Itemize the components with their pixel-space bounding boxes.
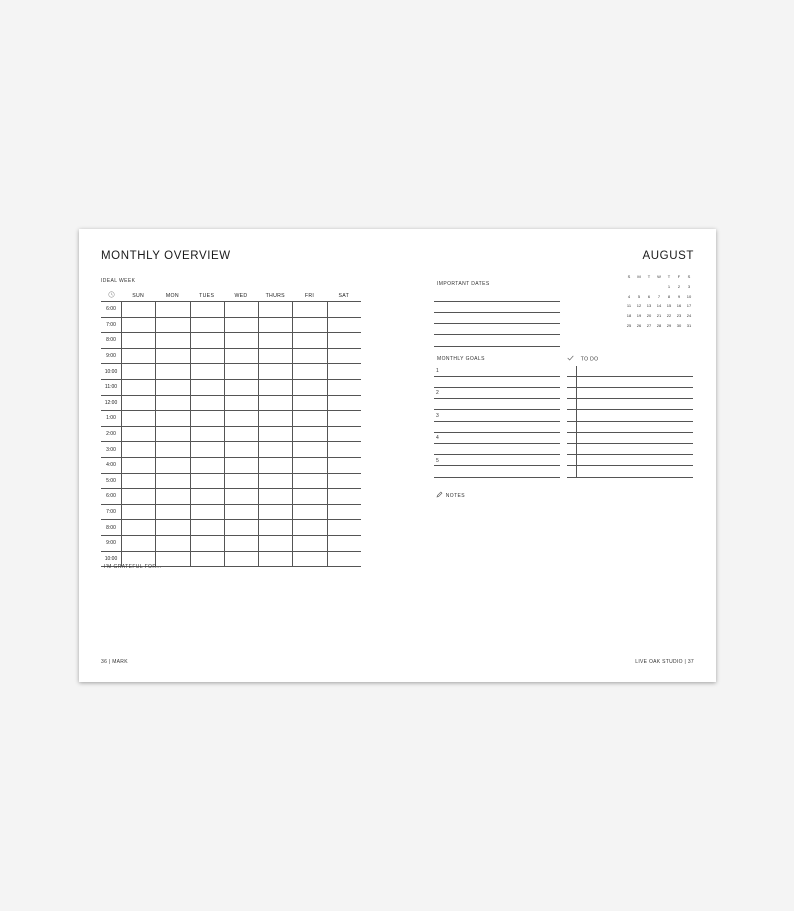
calendar-day: 28 <box>656 322 662 328</box>
todo-line <box>567 443 693 444</box>
schedule-cell[interactable] <box>292 333 326 348</box>
schedule-cell[interactable] <box>121 380 155 395</box>
notes-label: NOTES <box>445 492 466 499</box>
schedule-cell[interactable] <box>258 411 292 426</box>
important-date-line <box>434 312 560 313</box>
calendar-day: 1 <box>667 284 671 290</box>
schedule-cell[interactable] <box>224 364 258 379</box>
footer-brand: MARK <box>112 659 128 665</box>
schedule-cell[interactable] <box>155 474 189 489</box>
schedule-cell[interactable] <box>190 520 224 535</box>
time-label: 6:00 <box>106 493 116 500</box>
schedule-cell[interactable] <box>258 427 292 442</box>
time-row <box>101 333 361 349</box>
page-number: 36 <box>101 659 108 665</box>
todo-line <box>567 454 693 455</box>
schedule-cell[interactable] <box>121 364 155 379</box>
time-label: 2:00 <box>106 431 116 438</box>
calendar-day: 22 <box>666 313 672 319</box>
calendar-week-row <box>624 311 694 321</box>
time-row <box>101 411 361 427</box>
schedule-cell[interactable] <box>327 364 361 379</box>
left-footer <box>101 659 128 665</box>
time-row <box>101 302 361 318</box>
schedule-cell[interactable] <box>292 396 326 411</box>
todo-label: TO DO <box>580 356 599 363</box>
schedule-cell[interactable] <box>224 427 258 442</box>
todo-line <box>567 376 693 377</box>
calendar-week-row <box>624 301 694 311</box>
schedule-cell[interactable] <box>327 505 361 520</box>
goal-line <box>434 477 560 478</box>
schedule-cell[interactable] <box>224 349 258 364</box>
calendar-weekday: S <box>687 274 691 280</box>
calendar-day: 3 <box>687 284 691 290</box>
ideal-week-body <box>101 302 361 567</box>
ideal-week-table <box>101 290 361 567</box>
schedule-cell[interactable] <box>155 427 189 442</box>
goal-line <box>434 387 560 388</box>
goal-line <box>434 454 560 455</box>
schedule-cell[interactable] <box>258 349 292 364</box>
footer-separator: | <box>684 659 687 665</box>
schedule-cell[interactable] <box>327 427 361 442</box>
schedule-cell[interactable] <box>224 318 258 333</box>
calendar-weekday: S <box>627 274 631 280</box>
schedule-cell[interactable] <box>327 552 361 567</box>
schedule-cell[interactable] <box>121 411 155 426</box>
calendar-weekday: W <box>657 274 661 280</box>
pencil-icon <box>436 491 443 500</box>
day-header: WED <box>234 292 248 299</box>
page-number: 37 <box>687 659 694 665</box>
schedule-cell[interactable] <box>327 396 361 411</box>
schedule-cell[interactable] <box>258 364 292 379</box>
month-title: AUGUST <box>642 250 694 262</box>
schedule-cell[interactable] <box>190 427 224 442</box>
schedule-cell[interactable] <box>258 318 292 333</box>
schedule-cell[interactable] <box>292 349 326 364</box>
footer-brand: LIVE OAK STUDIO <box>635 659 683 665</box>
calendar-day: 4 <box>627 293 631 299</box>
schedule-cell[interactable] <box>121 333 155 348</box>
goal-line <box>434 409 560 410</box>
goal-line <box>434 465 560 466</box>
schedule-cell[interactable] <box>258 552 292 567</box>
calendar-day: 16 <box>676 303 682 309</box>
schedule-cell[interactable] <box>121 396 155 411</box>
schedule-cell[interactable] <box>155 318 189 333</box>
schedule-cell[interactable] <box>292 489 326 504</box>
schedule-cell[interactable] <box>190 458 224 473</box>
schedule-cell[interactable] <box>292 302 326 317</box>
time-row <box>101 364 361 380</box>
schedule-cell[interactable] <box>258 474 292 489</box>
goal-line <box>434 443 560 444</box>
calendar-day: 9 <box>677 293 681 299</box>
calendar-weekday: T <box>667 274 671 280</box>
schedule-cell[interactable] <box>155 458 189 473</box>
schedule-cell[interactable] <box>258 458 292 473</box>
schedule-cell[interactable] <box>224 396 258 411</box>
calendar-day: 30 <box>676 322 682 328</box>
day-header: TUES <box>199 292 215 299</box>
calendar-day: 12 <box>636 303 642 309</box>
calendar-day: 27 <box>646 322 652 328</box>
schedule-cell[interactable] <box>190 411 224 426</box>
schedule-cell[interactable] <box>258 520 292 535</box>
time-row <box>101 505 361 521</box>
schedule-cell[interactable] <box>327 536 361 551</box>
schedule-cell[interactable] <box>258 536 292 551</box>
calendar-day: 24 <box>686 313 692 319</box>
schedule-cell[interactable] <box>258 396 292 411</box>
time-label: 11:00 <box>104 384 118 391</box>
todo-line <box>567 432 693 433</box>
schedule-cell[interactable] <box>224 474 258 489</box>
schedule-cell[interactable] <box>292 520 326 535</box>
calendar-day: 5 <box>637 293 641 299</box>
goal-line <box>434 421 560 422</box>
schedule-cell[interactable] <box>327 442 361 457</box>
schedule-cell[interactable] <box>292 380 326 395</box>
right-footer <box>635 659 694 665</box>
schedule-cell[interactable] <box>155 442 189 457</box>
schedule-cell[interactable] <box>224 520 258 535</box>
schedule-cell[interactable] <box>121 505 155 520</box>
mini-calendar <box>624 272 694 330</box>
schedule-cell[interactable] <box>121 536 155 551</box>
schedule-cell[interactable] <box>292 458 326 473</box>
goal-number: 3 <box>436 413 439 419</box>
calendar-day: 6 <box>647 293 651 299</box>
schedule-cell[interactable] <box>224 552 258 567</box>
calendar-day: 26 <box>636 322 642 328</box>
important-date-line <box>434 323 560 324</box>
time-label: 6:00 <box>106 306 116 313</box>
schedule-cell[interactable] <box>224 302 258 317</box>
time-row <box>101 427 361 443</box>
schedule-cell[interactable] <box>155 505 189 520</box>
time-label: 4:00 <box>106 462 116 469</box>
schedule-cell[interactable] <box>190 442 224 457</box>
calendar-weekday: T <box>647 274 651 280</box>
calendar-weekday: F <box>677 274 681 280</box>
time-label: 10:00 <box>104 368 118 375</box>
schedule-cell[interactable] <box>190 474 224 489</box>
schedule-cell[interactable] <box>327 458 361 473</box>
calendar-weekday-row <box>624 272 694 282</box>
page-title: MONTHLY OVERVIEW <box>101 250 231 262</box>
schedule-cell[interactable] <box>327 489 361 504</box>
schedule-cell[interactable] <box>327 380 361 395</box>
day-header: MON <box>165 292 179 299</box>
day-header: THURS <box>265 292 285 299</box>
goal-line <box>434 432 560 433</box>
todo-line <box>567 465 693 466</box>
ideal-week-label: IDEAL WEEK <box>101 278 136 284</box>
planner-spread <box>79 229 716 682</box>
grateful-label: I'M GRATEFUL FOR... <box>104 564 162 570</box>
schedule-cell[interactable] <box>292 364 326 379</box>
day-header: FRI <box>304 292 315 299</box>
time-label: 7:00 <box>106 321 116 328</box>
schedule-cell[interactable] <box>190 302 224 317</box>
calendar-body <box>624 282 694 330</box>
goal-number: 4 <box>436 435 439 441</box>
schedule-cell[interactable] <box>292 552 326 567</box>
schedule-cell[interactable] <box>327 474 361 489</box>
important-date-line <box>434 301 560 302</box>
schedule-cell[interactable] <box>258 442 292 457</box>
goal-line <box>434 376 560 377</box>
calendar-day: 20 <box>646 313 652 319</box>
goal-number: 1 <box>436 368 439 374</box>
schedule-cell[interactable] <box>121 427 155 442</box>
schedule-cell[interactable] <box>327 520 361 535</box>
schedule-cell[interactable] <box>224 458 258 473</box>
goal-line <box>434 398 560 399</box>
schedule-cell[interactable] <box>155 333 189 348</box>
schedule-cell[interactable] <box>292 505 326 520</box>
day-header: SUN <box>132 292 145 299</box>
schedule-cell[interactable] <box>258 489 292 504</box>
calendar-day: 18 <box>626 313 632 319</box>
schedule-cell[interactable] <box>121 349 155 364</box>
schedule-cell[interactable] <box>121 520 155 535</box>
calendar-day: 15 <box>666 303 672 309</box>
schedule-cell[interactable] <box>190 364 224 379</box>
notes-header <box>436 491 465 500</box>
time-label: 8:00 <box>106 524 116 531</box>
schedule-cell[interactable] <box>155 489 189 504</box>
schedule-cell[interactable] <box>327 349 361 364</box>
calendar-day: 2 <box>677 284 681 290</box>
calendar-weekday: M <box>637 274 641 280</box>
day-header: SAT <box>338 292 350 299</box>
schedule-cell[interactable] <box>292 442 326 457</box>
schedule-cell[interactable] <box>190 489 224 504</box>
calendar-week-row <box>624 282 694 292</box>
calendar-week-row <box>624 320 694 330</box>
schedule-cell[interactable] <box>121 302 155 317</box>
schedule-cell[interactable] <box>155 411 189 426</box>
schedule-cell[interactable] <box>155 302 189 317</box>
time-row <box>101 536 361 552</box>
schedule-cell[interactable] <box>190 318 224 333</box>
schedule-cell[interactable] <box>155 364 189 379</box>
todo-line <box>567 398 693 399</box>
calendar-day: 19 <box>636 313 642 319</box>
schedule-cell[interactable] <box>258 380 292 395</box>
schedule-cell[interactable] <box>327 333 361 348</box>
schedule-cell[interactable] <box>224 411 258 426</box>
schedule-cell[interactable] <box>292 536 326 551</box>
monthly-goals-label: MONTHLY GOALS <box>437 356 485 362</box>
schedule-cell[interactable] <box>292 427 326 442</box>
schedule-cell[interactable] <box>224 489 258 504</box>
schedule-cell[interactable] <box>121 318 155 333</box>
checkmark-icon <box>567 355 574 363</box>
schedule-cell[interactable] <box>190 333 224 348</box>
time-label: 8:00 <box>106 337 116 344</box>
important-date-line <box>434 334 560 335</box>
time-label: 1:00 <box>106 415 116 422</box>
schedule-cell[interactable] <box>155 520 189 535</box>
schedule-cell[interactable] <box>224 442 258 457</box>
schedule-cell[interactable] <box>258 302 292 317</box>
schedule-cell[interactable] <box>292 318 326 333</box>
important-date-line <box>434 346 560 347</box>
todo-line <box>567 477 693 478</box>
schedule-cell[interactable] <box>155 396 189 411</box>
todo-line <box>567 409 693 410</box>
calendar-day: 10 <box>686 293 692 299</box>
schedule-cell[interactable] <box>224 505 258 520</box>
time-label: 7:00 <box>106 509 116 516</box>
schedule-cell[interactable] <box>155 536 189 551</box>
time-label: 10:00 <box>104 555 118 562</box>
schedule-cell[interactable] <box>155 349 189 364</box>
calendar-day: 13 <box>646 303 652 309</box>
schedule-cell[interactable] <box>190 505 224 520</box>
time-row <box>101 458 361 474</box>
time-label: 12:00 <box>104 399 118 406</box>
schedule-cell[interactable] <box>224 536 258 551</box>
schedule-cell[interactable] <box>121 474 155 489</box>
time-row <box>101 318 361 334</box>
time-row <box>101 396 361 412</box>
calendar-day: 11 <box>626 303 632 309</box>
schedule-cell[interactable] <box>121 489 155 504</box>
todo-header <box>567 355 598 363</box>
todo-line <box>567 421 693 422</box>
schedule-cell[interactable] <box>224 380 258 395</box>
calendar-day: 17 <box>686 303 692 309</box>
time-row <box>101 474 361 490</box>
important-dates-label: IMPORTANT DATES <box>437 281 490 287</box>
footer-separator: | <box>108 659 111 665</box>
clock-icon <box>101 291 121 300</box>
time-row <box>101 489 361 505</box>
schedule-cell[interactable] <box>327 411 361 426</box>
schedule-cell[interactable] <box>327 318 361 333</box>
schedule-cell[interactable] <box>121 442 155 457</box>
time-label: 9:00 <box>106 353 116 360</box>
ideal-week-header <box>101 290 361 302</box>
time-label: 3:00 <box>106 446 116 453</box>
schedule-cell[interactable] <box>292 474 326 489</box>
calendar-day: 8 <box>667 293 671 299</box>
schedule-cell[interactable] <box>190 349 224 364</box>
schedule-cell[interactable] <box>190 396 224 411</box>
time-label: 5:00 <box>106 477 116 484</box>
todo-line <box>567 387 693 388</box>
time-row <box>101 349 361 365</box>
goal-number: 5 <box>436 458 439 464</box>
calendar-day: 23 <box>676 313 682 319</box>
time-row <box>101 380 361 396</box>
schedule-cell[interactable] <box>258 333 292 348</box>
schedule-cell[interactable] <box>121 458 155 473</box>
time-row <box>101 520 361 536</box>
calendar-day: 7 <box>657 293 661 299</box>
schedule-cell[interactable] <box>224 333 258 348</box>
calendar-day: 25 <box>626 322 632 328</box>
calendar-day: 31 <box>686 322 692 328</box>
schedule-cell[interactable] <box>190 552 224 567</box>
time-label: 9:00 <box>106 540 116 547</box>
schedule-cell[interactable] <box>155 380 189 395</box>
schedule-cell[interactable] <box>327 302 361 317</box>
time-row <box>101 442 361 458</box>
schedule-cell[interactable] <box>190 380 224 395</box>
goal-number: 2 <box>436 390 439 396</box>
calendar-week-row <box>624 291 694 301</box>
calendar-day: 14 <box>656 303 662 309</box>
schedule-cell[interactable] <box>292 411 326 426</box>
calendar-day: 29 <box>666 322 672 328</box>
schedule-cell[interactable] <box>258 505 292 520</box>
calendar-day: 21 <box>656 313 662 319</box>
schedule-cell[interactable] <box>190 536 224 551</box>
